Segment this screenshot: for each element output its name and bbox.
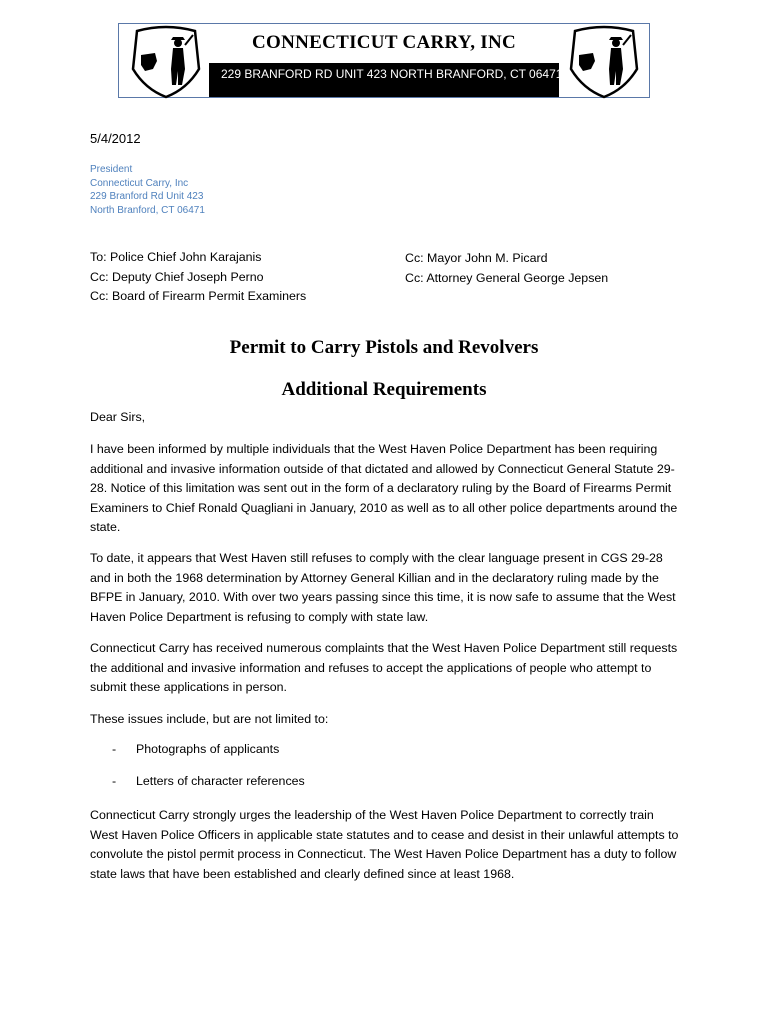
body-paragraph: These issues include, but are not limited to: bbox=[90, 712, 329, 726]
recipient-line: Cc: Attorney General George Jepsen bbox=[405, 270, 609, 285]
recipient-line: To: Police Chief John Karajanis bbox=[90, 250, 262, 264]
body-paragraph: I have been informed by multiple individuals that the West Haven Police Department has been requiring additional and invasive information outside of that dictated and allowed by Connecticut General Statute 29-28. Notice of this limitation was sent out in the form of a declaratory ruling by the Board of Firearms Permit Examiners to Chief Ronald Quagliani in January, 2010 as well as to all other police departments around the state. bbox=[90, 442, 678, 534]
letter-date: 5/4/2012 bbox=[90, 131, 141, 146]
list-item-text: Letters of character references bbox=[136, 774, 305, 788]
list-item bbox=[112, 774, 305, 788]
list-item-text: Photographs of applicants bbox=[136, 742, 280, 756]
bullet-dash: - bbox=[112, 774, 117, 788]
sender-city: North Branford, CT 06471 bbox=[90, 204, 205, 216]
minuteman-badge-icon bbox=[565, 25, 643, 99]
salutation: Dear Sirs, bbox=[90, 410, 146, 424]
list-item bbox=[112, 742, 279, 756]
recipient-line: Cc: Mayor John M. Picard bbox=[405, 251, 548, 265]
bullet-dash: - bbox=[112, 742, 117, 756]
sender-street: 229 Branford Rd Unit 423 bbox=[90, 191, 204, 203]
recipients-right bbox=[405, 249, 608, 288]
closing-paragraph: Connecticut Carry strongly urges the leadership of the West Haven Police Department to correctly train West Haven Police Officers in applicable state statutes and to cease and desist in their unlawful attempts to convolute the pistol permit process in Connecticut. The West Haven Police Department has a duty to follow state laws that have been established and clearly defined since at least 1968. bbox=[90, 808, 679, 881]
org-name: CONNECTICUT CARRY, INC bbox=[251, 32, 517, 53]
letterhead bbox=[118, 23, 650, 98]
recipients-left bbox=[90, 248, 306, 307]
letter-subtitle: Additional Requirements bbox=[281, 379, 487, 400]
recipient-line: Cc: Deputy Chief Joseph Perno bbox=[90, 269, 264, 284]
recipient-line: Cc: Board of Firearm Permit Examiners bbox=[90, 289, 307, 303]
body-paragraph: To date, it appears that West Haven still refuses to comply with the clear language present in CGS 29-28 and in both the 1968 determination by Attorney General Killian and in the declaratory ruling made by the BFPE in January, 2010. With over two years passing since this time, it is now safe to assume that the West Haven Police Department is refusing to comply with state law. bbox=[90, 551, 676, 624]
letter-title: Permit to Carry Pistols and Revolvers bbox=[229, 337, 539, 358]
org-address-bar: 229 BRANFORD RD UNIT 423 NORTH BRANFORD, CT 06471 bbox=[209, 63, 559, 97]
sender-org: Connecticut Carry, Inc bbox=[90, 177, 189, 189]
sender-title: President bbox=[90, 164, 133, 175]
body-paragraph: Connecticut Carry has received numerous complaints that the West Haven Police Department still requests the additional and invasive information and refuses to accept the applications of people who attempt to submit these applications in person. bbox=[90, 641, 678, 694]
sender-block bbox=[90, 163, 205, 217]
